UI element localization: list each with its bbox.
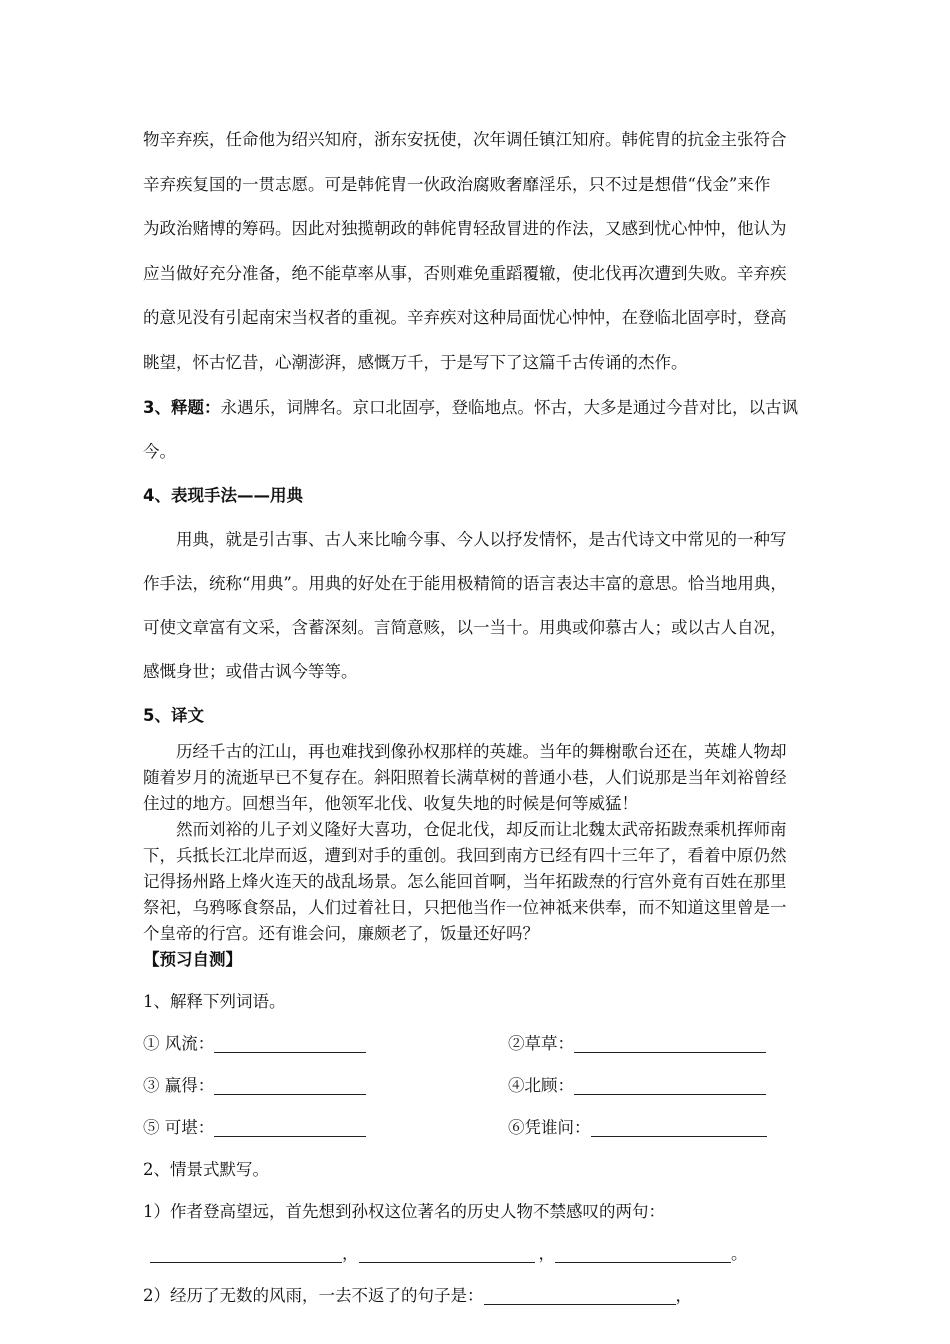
translation-line: 祭祀，乌鸦啄食祭品，人们过着社日，只把他当作一位神祗来供奉，而不知道这里曾是一 bbox=[143, 898, 787, 917]
answer-blank[interactable] bbox=[574, 1079, 766, 1095]
fill-row bbox=[150, 1246, 748, 1263]
translation-line: 然而刘裕的儿子刘义隆好大喜功，仓促北伐，却反而让北魏太武帝拓跋焘乘机挥师南 bbox=[176, 820, 787, 839]
section4-line: 用典，就是引古事、古人来比喻今事、今人以抒发情怀，是古代诗文中常见的一种写 bbox=[176, 530, 787, 549]
translation-line: 记得扬州路上烽火连天的战乱场景。怎么能回首啊，当年拓跋焘的行宫外竟有百姓在那里 bbox=[143, 872, 787, 891]
background-line: 为政治赌博的筹码。因此对独揽朝政的韩侂胄轻敌冒进的作法，又感到忧心忡忡，他认为 bbox=[143, 219, 787, 238]
answer-blank[interactable] bbox=[359, 1247, 535, 1263]
preview-title: 【预习自测】 bbox=[143, 950, 242, 969]
term-label: ④北顾： bbox=[508, 1076, 574, 1095]
answer-blank[interactable] bbox=[214, 1121, 366, 1137]
background-line: 眺望，怀古忆昔，心潮澎湃，感慨万千，于是写下了这篇千古传诵的杰作。 bbox=[143, 353, 688, 372]
background-line: 物辛弃疾，任命他为绍兴知府，浙东安抚使，次年调任镇江知府。韩侂胄的抗金主张符合 bbox=[143, 130, 787, 149]
answer-blank[interactable] bbox=[214, 1079, 366, 1095]
term-label: ③ 赢得： bbox=[143, 1076, 215, 1095]
term-row bbox=[508, 1120, 767, 1137]
term-label: ⑥凭谁问： bbox=[508, 1118, 591, 1137]
translation-line: 历经千古的江山，再也难找到像孙权那样的英雄。当年的舞榭歌台还在，英雄人物却 bbox=[176, 742, 787, 761]
term-label: ②草草： bbox=[508, 1034, 574, 1053]
section3-text: 永遇乐，词牌名。京口北固亭，登临地点。怀古，大多是通过今昔对比，以古讽 bbox=[220, 398, 798, 417]
answer-blank[interactable] bbox=[555, 1247, 731, 1263]
period: 。 bbox=[731, 1244, 748, 1263]
term-label: ① 风流： bbox=[143, 1034, 215, 1053]
background-line: 的意见没有引起南宋当权者的重视。辛弃疾对这种局面忧心忡忡，在登临北固亭时，登高 bbox=[143, 308, 787, 327]
answer-blank[interactable] bbox=[214, 1037, 366, 1053]
question-1: 1、解释下列词语。 bbox=[143, 992, 286, 1011]
section4-line: 可使文章富有文采，含蓄深刻。言简意赅，以一当十。用典或仰慕古人；或以古人自况， bbox=[143, 618, 787, 637]
comma: ， bbox=[342, 1244, 359, 1263]
section5-heading: 5、译文 bbox=[143, 706, 204, 725]
question-2-2-row bbox=[143, 1288, 692, 1305]
answer-blank[interactable] bbox=[591, 1121, 767, 1137]
answer-blank[interactable] bbox=[484, 1289, 676, 1305]
term-row bbox=[508, 1036, 766, 1053]
background-line: 应当做好充分准备，绝不能草率从事，否则难免重蹈覆辙，使北伐再次遭到失败。辛弃疾 bbox=[143, 264, 787, 283]
translation-line: 下，兵抵长江北岸而返，遭到对手的重创。我回到南方已经有四十三年了，看着中原仍然 bbox=[143, 846, 787, 865]
comma: ， bbox=[538, 1244, 555, 1263]
section3-first-line bbox=[143, 400, 823, 417]
background-line: 辛弃疾复国的一贯志愿。可是韩侂胄一伙政治腐败奢靡淫乐，只不过是想借“伐金”来作 bbox=[143, 175, 771, 194]
section3-heading: 3、释题： bbox=[143, 398, 221, 417]
section3-text-cont: 今。 bbox=[143, 442, 176, 461]
term-row bbox=[143, 1078, 366, 1095]
section4-heading: 4、表现手法——用典 bbox=[143, 486, 303, 505]
question-2: 2、情景式默写。 bbox=[143, 1160, 269, 1179]
section4-line: 感慨身世；或借古讽今等等。 bbox=[143, 662, 358, 681]
translation-line: 个皇帝的行宫。还有谁会问，廉颇老了，饭量还好吗？ bbox=[143, 924, 539, 943]
answer-blank[interactable] bbox=[150, 1247, 342, 1263]
term-row bbox=[508, 1078, 766, 1095]
question-2-1: 1）作者登高望远，首先想到孙权这位著名的历史人物不禁感叹的两句： bbox=[143, 1202, 665, 1221]
answer-blank[interactable] bbox=[574, 1037, 766, 1053]
term-label: ⑤ 可堪： bbox=[143, 1118, 215, 1137]
term-row bbox=[143, 1120, 366, 1137]
translation-line: 住过的地方。回想当年，他领军北伐、收复失地的时候是何等威猛！ bbox=[143, 794, 638, 813]
translation-line: 随着岁月的流逝早已不复存在。斜阳照着长满草树的普通小巷，人们说那是当年刘裕曾经 bbox=[143, 768, 787, 787]
term-row bbox=[143, 1036, 366, 1053]
question-2-2: 2）经历了无数的风雨，一去不返了的句子是： bbox=[143, 1286, 484, 1305]
comma: ， bbox=[675, 1286, 692, 1305]
section4-line: 作手法，统称“用典”。用典的好处在于能用极精简的语言表达丰富的意思。恰当地用典， bbox=[143, 574, 787, 593]
